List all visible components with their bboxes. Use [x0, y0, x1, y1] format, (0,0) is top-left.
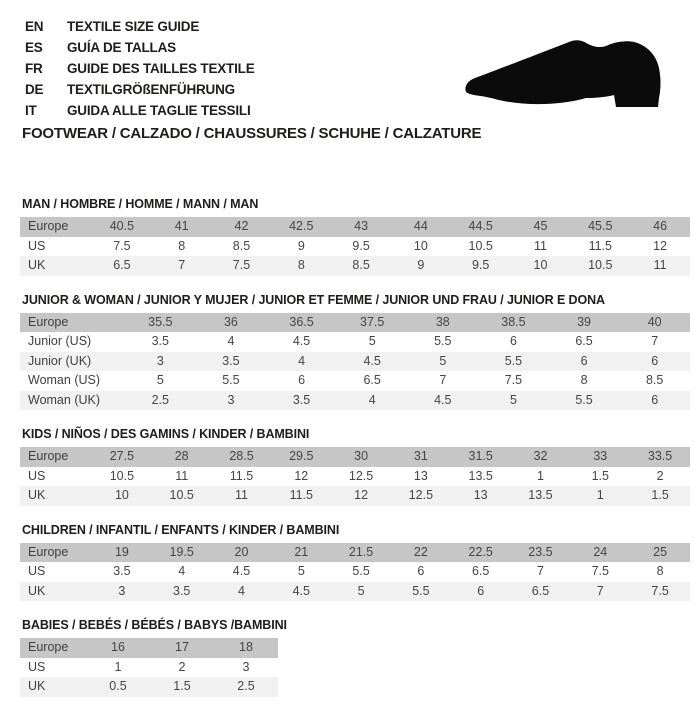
- language-guide-name: TEXTILGRÖßENFÜHRUNG: [67, 82, 235, 97]
- size-value: 2: [178, 659, 186, 674]
- size-value: 6: [651, 392, 659, 407]
- size-value: 40: [647, 314, 662, 329]
- row-label: Junior (US): [28, 334, 92, 349]
- language-guide-name: GUIDE DES TAILLES TEXTILE: [67, 61, 255, 76]
- size-value: 3.5: [113, 564, 131, 579]
- size-table-man: [20, 217, 690, 276]
- size-value: 12.5: [348, 468, 374, 483]
- size-value: 6: [580, 353, 588, 368]
- section-title-junior-woman: JUNIOR & WOMAN / JUNIOR Y MUJER / JUNIOR ET FEMME / JUNIOR UND FRAU / JUNIOR E DONA: [22, 292, 605, 307]
- size-value: 28: [174, 449, 189, 464]
- size-value: 31.5: [468, 449, 493, 464]
- size-value: 8.5: [645, 373, 664, 388]
- size-table-junior-woman: [20, 313, 690, 411]
- size-value: 19.5: [169, 544, 194, 559]
- size-value: 24: [593, 544, 608, 559]
- row-label: Europe: [28, 314, 69, 329]
- language-row: [25, 37, 255, 58]
- size-value: 33: [593, 449, 608, 464]
- size-value: 7.5: [651, 583, 669, 598]
- size-value: 3.5: [292, 392, 311, 407]
- size-value: 29.5: [289, 449, 314, 464]
- size-value: 9.5: [471, 258, 490, 273]
- size-value: 8: [178, 238, 186, 253]
- size-section-kids: [20, 427, 690, 506]
- size-value: 12: [294, 468, 309, 483]
- size-value: 1: [596, 488, 604, 503]
- size-table-babies: [20, 638, 278, 697]
- section-title-kids: KIDS / NIÑOS / DES GAMINS / KINDER / BAMBINI: [22, 427, 310, 441]
- size-table-kids: [20, 447, 690, 506]
- size-table-children: [20, 543, 690, 602]
- size-value: 6: [477, 583, 485, 598]
- size-value: 5.5: [504, 353, 523, 368]
- row-label: Woman (UK): [28, 392, 101, 407]
- size-value: 10.5: [109, 468, 135, 483]
- shoe-icon: [462, 36, 666, 112]
- size-value: 5.5: [434, 334, 452, 349]
- size-value: 4.5: [434, 392, 452, 407]
- size-value: 6: [417, 564, 425, 579]
- size-value: 11.5: [588, 238, 612, 253]
- size-value: 7: [439, 373, 447, 388]
- row-label: Europe: [28, 640, 69, 655]
- table-row: [20, 658, 278, 678]
- row-label: Europe: [28, 219, 69, 234]
- size-value: 30: [354, 449, 369, 464]
- size-value: 7.5: [113, 238, 131, 253]
- size-value: 44.5: [468, 219, 493, 234]
- language-row: [25, 58, 255, 79]
- size-value: 10.5: [468, 238, 493, 253]
- table-row: [20, 467, 690, 487]
- language-row: [25, 79, 255, 100]
- size-value: 5: [509, 392, 517, 407]
- size-value: 3: [242, 659, 250, 674]
- size-value: 2.5: [151, 392, 169, 407]
- section-title-babies: BABIES / BEBÉS / BÉBÉS / BABYS /BAMBINI: [22, 618, 287, 632]
- size-value: 10.5: [588, 258, 613, 273]
- size-value: 3: [156, 353, 164, 368]
- size-value: 43: [354, 219, 369, 234]
- size-section-man: [20, 197, 690, 276]
- size-value: 5: [439, 353, 447, 368]
- table-row: [20, 677, 278, 697]
- language-code: FR: [25, 61, 43, 76]
- size-value: 39: [577, 314, 592, 329]
- size-value: 5: [368, 334, 376, 349]
- size-value: 38: [435, 314, 450, 329]
- size-value: 1.5: [173, 679, 191, 694]
- size-value: 28.5: [229, 449, 254, 464]
- size-value: 3: [118, 583, 126, 598]
- size-value: 18: [239, 640, 253, 655]
- size-value: 33.5: [647, 449, 673, 464]
- size-value: 46: [653, 219, 668, 234]
- size-value: 40.5: [109, 219, 135, 234]
- size-value: 8.5: [232, 238, 251, 253]
- size-value: 7: [596, 583, 604, 598]
- size-value: 4.5: [292, 334, 311, 349]
- language-guide-name: GUIDA ALLE TAGLIE TESSILI: [67, 103, 251, 118]
- size-value: 11.5: [289, 488, 313, 503]
- table-row: [20, 543, 690, 563]
- table-row: [20, 371, 690, 391]
- size-value: 8.5: [352, 258, 370, 273]
- row-label: UK: [28, 488, 46, 503]
- size-value: 25: [653, 544, 668, 559]
- size-value: 35.5: [148, 314, 173, 329]
- size-value: 6.5: [575, 334, 593, 349]
- size-value: 17: [175, 640, 189, 655]
- size-value: 13.5: [468, 468, 493, 483]
- size-value: 42.5: [289, 219, 314, 234]
- size-value: 5.5: [412, 583, 430, 598]
- size-value: 5: [297, 564, 305, 579]
- table-row: [20, 391, 690, 411]
- size-value: 5.5: [222, 373, 240, 388]
- size-value: 9.5: [352, 238, 370, 253]
- row-label: US: [28, 564, 46, 579]
- size-value: 5.5: [352, 564, 370, 579]
- row-label: UK: [28, 583, 46, 598]
- table-row: [20, 332, 690, 352]
- size-value: 4: [368, 392, 376, 407]
- size-value: 8: [297, 258, 305, 273]
- row-label: Junior (UK): [28, 353, 92, 368]
- row-label: UK: [28, 258, 46, 273]
- row-label: UK: [28, 679, 46, 694]
- size-value: 7: [651, 334, 659, 349]
- size-value: 5: [156, 373, 164, 388]
- language-row: [25, 16, 255, 37]
- size-value: 7.5: [591, 564, 609, 579]
- table-row: [20, 256, 690, 276]
- size-value: 44: [413, 219, 428, 234]
- size-value: 11: [235, 488, 248, 503]
- size-value: 27.5: [109, 449, 135, 464]
- size-value: 45.5: [588, 219, 613, 234]
- size-value: 6.5: [113, 258, 131, 273]
- size-value: 4: [178, 564, 186, 579]
- size-value: 36.5: [289, 314, 314, 329]
- size-section-junior-woman: [20, 293, 690, 411]
- size-tables: [20, 197, 690, 714]
- row-label: US: [28, 238, 46, 253]
- section-title-man: MAN / HOMBRE / HOMME / MANN / MAN: [22, 197, 259, 211]
- size-value: 13: [473, 488, 488, 503]
- row-label: Europe: [28, 544, 69, 559]
- size-value: 2: [656, 468, 664, 483]
- size-value: 7: [178, 258, 186, 273]
- row-label: Woman (US): [28, 373, 101, 388]
- language-code: EN: [25, 19, 44, 34]
- size-value: 1: [114, 659, 122, 674]
- size-section-children: [20, 523, 690, 602]
- size-value: 37.5: [360, 314, 385, 329]
- size-value: 11: [175, 468, 189, 483]
- row-label: US: [28, 468, 46, 483]
- table-row: [20, 582, 690, 602]
- size-value: 3.5: [222, 353, 240, 368]
- size-value: 42: [234, 219, 249, 234]
- size-value: 5: [357, 583, 365, 598]
- language-row: [25, 100, 255, 121]
- size-section-babies: [20, 618, 690, 697]
- size-value: 45: [533, 219, 548, 234]
- size-value: 3.5: [173, 583, 191, 598]
- table-row: [20, 313, 690, 333]
- size-value: 6.5: [363, 373, 381, 388]
- section-title-children: CHILDREN / INFANTIL / ENFANTS / KINDER / BAMBINI: [22, 522, 340, 537]
- size-value: 9: [417, 258, 425, 273]
- size-value: 19: [114, 544, 129, 559]
- category-title: FOOTWEAR / CALZADO / CHAUSSURES / SCHUHE / CALZATURE: [22, 125, 482, 142]
- size-value: 13.5: [528, 488, 553, 503]
- language-list: [25, 16, 255, 121]
- size-value: 2.5: [237, 679, 255, 694]
- size-value: 32: [533, 449, 548, 464]
- size-value: 12.5: [408, 488, 434, 503]
- size-value: 6: [509, 334, 517, 349]
- size-value: 21: [294, 544, 309, 559]
- size-value: 22.5: [468, 544, 493, 559]
- size-value: 12: [653, 238, 668, 253]
- size-value: 3: [227, 392, 235, 407]
- size-value: 31: [413, 449, 428, 464]
- size-value: 4: [238, 583, 245, 598]
- table-row: [20, 352, 690, 372]
- size-value: 4: [298, 353, 306, 368]
- language-code: ES: [25, 40, 43, 55]
- size-value: 4: [227, 334, 235, 349]
- table-row: [20, 486, 690, 506]
- size-value: 7.5: [504, 373, 523, 388]
- table-row: [20, 447, 690, 467]
- size-value: 0.5: [109, 679, 127, 694]
- size-value: 1.5: [651, 488, 669, 503]
- language-guide-name: GUÍA DE TALLAS: [67, 40, 176, 55]
- size-value: 7.5: [232, 258, 251, 273]
- size-value: 9: [297, 238, 305, 253]
- size-value: 7: [537, 564, 544, 579]
- size-value: 10: [413, 238, 428, 253]
- size-value: 8: [656, 564, 664, 579]
- size-value: 16: [111, 640, 125, 655]
- size-value: 4.5: [292, 583, 310, 598]
- size-value: 6.5: [531, 583, 550, 598]
- size-value: 1: [537, 468, 544, 483]
- size-value: 8: [580, 373, 588, 388]
- size-value: 20: [234, 544, 249, 559]
- language-guide-name: TEXTILE SIZE GUIDE: [67, 19, 200, 34]
- language-code: IT: [25, 103, 37, 118]
- size-value: 3.5: [151, 334, 169, 349]
- size-value: 12: [354, 488, 369, 503]
- size-value: 11.5: [229, 468, 254, 483]
- size-value: 4.5: [232, 564, 251, 579]
- size-value: 11: [533, 238, 547, 253]
- size-value: 4.5: [363, 353, 381, 368]
- size-value: 36: [223, 314, 238, 329]
- size-value: 13: [413, 468, 428, 483]
- size-value: 22: [413, 544, 428, 559]
- table-row: [20, 562, 690, 582]
- size-value: 10.5: [169, 488, 194, 503]
- size-value: 23.5: [528, 544, 553, 559]
- size-value: 38.5: [501, 314, 526, 329]
- size-value: 11: [653, 258, 667, 273]
- table-row: [20, 638, 278, 658]
- size-value: 10: [114, 488, 129, 503]
- language-code: DE: [25, 82, 44, 97]
- row-label: US: [28, 659, 46, 674]
- size-value: 5.5: [575, 392, 593, 407]
- size-value: 6: [651, 353, 659, 368]
- size-value: 6: [298, 373, 306, 388]
- table-row: [20, 217, 690, 237]
- size-value: 1.5: [591, 468, 609, 483]
- size-value: 10: [533, 258, 548, 273]
- size-value: 21.5: [348, 544, 374, 559]
- row-label: Europe: [28, 449, 69, 464]
- size-value: 41: [174, 219, 189, 234]
- size-value: 6.5: [471, 564, 490, 579]
- table-row: [20, 237, 690, 257]
